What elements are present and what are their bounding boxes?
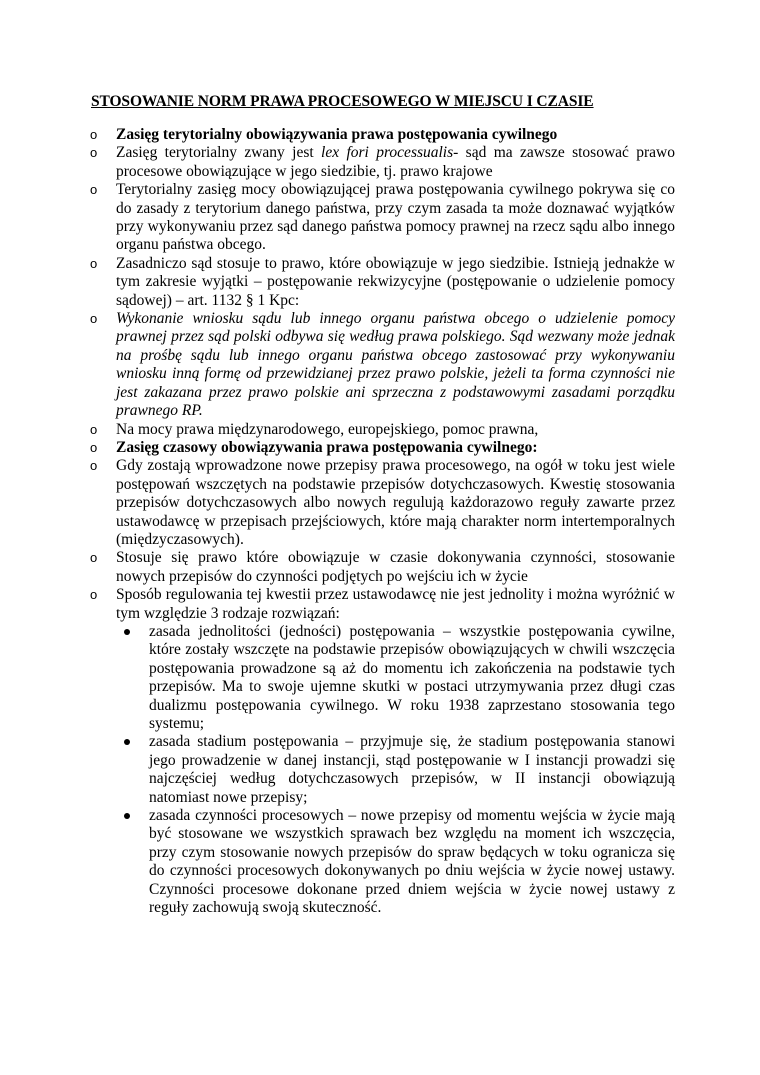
circle-bullet-icon: o [90,145,98,161]
item-text: Zasięg czasowy obowiązywania prawa postępowania cywilnego: [116,438,538,456]
item-text: Sposób regulowania tej kwestii przez ustawodawcę nie jest jednolity i można wyróżnić w tym względzie 3 rodzaje rozwiązań: [116,586,675,622]
item-text-after: sąd ma zawsze stosować prawo procesowe obowiązujące w jego siedzibie, tj. prawo krajowe [116,144,676,180]
circle-bullet-icon: o [90,458,98,474]
sub-list-item [116,623,675,733]
circle-bullet-icon: o [90,182,98,198]
list-item [83,421,675,439]
list-item [83,144,675,181]
circle-bullet-icon: o [90,127,98,142]
list-item [83,126,675,144]
list-item [83,181,675,255]
circle-bullet-icon: o [90,421,98,437]
list-item [83,586,675,917]
item-text-before: Zasięg terytorialny zwany jest [116,144,322,162]
list-item [83,457,675,549]
item-text: Wykonanie wniosku sądu lub innego organu państwa obcego o udzielenie pomocy prawnej przez sąd polski odbywa się według prawa polskiego. Sąd wezwany może jednak na prośbę sądu lub innego organu państwa obcego zastosować przy wykonywaniu wniosku inną formę od przewidzianej przez prawo polskie, jeżeli ta forma czynności nie jest zakazana przez prawo polskie ani sprzeczna z podstawowymi zasadami porządku prawnego RP. [116,310,675,420]
sub-list-item [116,733,675,807]
item-text: Na mocy prawa międzynarodowego, europejskiego, pomoc prawna, [116,420,539,438]
item-text: Terytorialny zasięg mocy obowiązującej prawa postępowania cywilnego pokrywa się co do zasady z terytorium danego państwa, przy czym zasada ta może doznawać wyjątków przy wykonywaniu przez sąd danego państwa pomocy prawnej na rzecz sądu albo innego organu państwa obcego. [116,181,675,254]
circle-bullet-icon: o [90,255,98,271]
circle-bullet-icon: o [90,311,98,327]
item-text: Zasadniczo sąd stosuje to prawo, które obowiązuje w jego siedzibie. Istnieją jednakże w tym zakresie wyjątki – postępowanie rekwizycyjne (postępowanie o udzielenie pomocy sądowej) – art. 1132 § 1 Kpc: [116,254,675,309]
list-item [83,255,675,310]
item-text: Stosuje się prawo które obowiązuje w czasie dokonywania czynności, stosowanie nowych przepisów do czynności podjętych po wejściu ich w życie [116,549,675,585]
main-list [83,126,675,917]
list-item [83,549,675,586]
filled-bullet-icon [124,739,130,745]
list-item [83,439,675,457]
sub-list-item [116,807,675,917]
circle-bullet-icon: o [90,439,98,455]
document-title: STOSOWANIE NORM PRAWA PROCESOWEGO W MIEJSCU I CZASIE [91,93,594,110]
sub-item-text: zasada jednolitości (jedności) postępowania – wszystkie postępowania cywilne, które zostały wszczęte na podstawie przepisów obowiązujących w chwili wszczęcia postępowania prowadzone są aż do momentu ich zakończenia na podstawie tych przepisów. Ma to swoje ujemne skutki w postaci utrzymywania przez długi czas dualizmu postępowania cywilnego. W roku 1938 zaprzestano stosowania tego systemu; [149,622,675,732]
item-text: Gdy zostają wprowadzone nowe przepisy prawa procesowego, na ogół w toku jest wiele postępowań wszczętych na podstawie przepisów dotychczasowych. Kwestię stosowania przepisów dotychczasowych albo nowych regulują każdorazowo reguły zawarte przez ustawodawcę w przepisach przejściowych, które mają charakter norm intertemporalnych (międzyczasowych). [116,457,675,548]
sub-item-text: zasada stadium postępowania – przyjmuje się, że stadium postępowania stanowi jego prowadzenie w danej instancji, stąd postępowanie w I instancji prowadzi się najczęściej według dotychczasowych przepisów, w II instancji obowiązują natomiast nowe przepisy; [149,733,675,806]
filled-bullet-icon [124,629,130,635]
item-text-italic-term: lex fori processualis- [321,144,459,162]
item-text: Zasięg terytorialny obowiązywania prawa postępowania cywilnego [116,126,558,143]
circle-bullet-icon: o [90,550,98,566]
sub-list [116,623,675,918]
item-text [116,144,675,179]
circle-bullet-icon: o [90,587,98,603]
sub-item-text: zasada czynności procesowych – nowe przepisy od momentu wejścia w życie mają być stosowane we wszystkich sprawach bez względu na moment ich wszczęcia, przy czym stosowanie nowych przepisów do spraw będących w toku ogranicza się do czynności procesowych dokonywanych po dniu wejścia w życie nowej ustawy. Czynności procesowe dokonane przed dniem wejścia w życie nowej ustawy z reguły zachowują swoją skuteczność. [149,807,675,917]
list-item [83,310,675,420]
filled-bullet-icon [124,813,130,819]
